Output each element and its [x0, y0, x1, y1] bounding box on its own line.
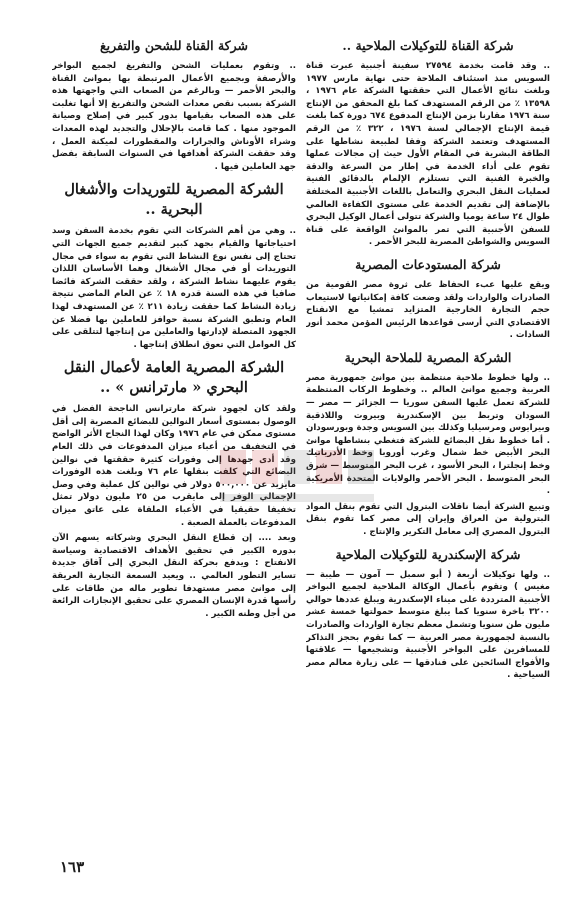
page-number: ١٦٣ [60, 858, 85, 876]
article-canal-shipping-agencies [306, 37, 550, 249]
article-martrans [52, 358, 296, 620]
article-canal-loading-unloading [52, 37, 296, 173]
section-heading: الشركة المصرية للملاحة البحرية [344, 349, 512, 365]
section-heading: الشركة المصرية للتوريدات والأشغال البحرية .. [64, 181, 284, 219]
section-heading: شركة الإسكندرية للتوكيلات الملاحية [335, 546, 521, 562]
article-egyptian-warehouses [306, 256, 550, 342]
article-supplies-marine-works [52, 180, 296, 351]
paragraph: ولقد كان لجهود شركة مارترانس الناجحة الفضل في الوصول بمستوى أسعار النوالين للبضائع المصرية إلى أقل مستوى ممكن في عام ١٩٧٦ وكان لهذا النجاح الأثر الواضح في التخفيف من أعباء ميزان المدفوعات في ذلك العام وقد أدى جهدها إلى وفورات كثيرة حققتها في نوالين البضائع التي كلفت بنقلها عام ٧٦ وبلغت هذه الوفورات مايزيد عن ٥٠٠,٠٠٠ دولار في نوالين كل عملية وفي وصل الإجمالي الوفر إلى مايقرب من ٢٥ مليون دولار تمثل تخفيفا حقيقيا في الأعباء الملقاة على عاتق ميزان المدفوعات بالعملة الصعبة . [52, 404, 296, 528]
paragraph: ويقع عليها عبء الحفاظ على ثروة مصر القومية من الصادرات والواردات ولقد وضعت كافة إمكانياتها لاستيعاب حجم التجارة الخارجية المتزايد تمشيا مع الانفتاح الاقتصادي التي أرسى قواعدها الرئيس المؤمن محمد أنور السادات . [306, 279, 550, 341]
section-heading: الشركة المصرية العامة لأعمال النقل البحري « مارترانس » .. [63, 359, 285, 397]
paragraph: .. ولها خطوط ملاحية منتظمة بين موانئ جمهورية مصر العربية وجميع موانئ العالم .. وخطوط الركاب المنتظمة للشركة تعمل عليها السفن سوريا — الجزائر — مصر — السودان وتربط بين الإسكندرية وبيروت واللاذقية وبيرايوس ومرسيليا وكذلك بين السويس وجدة وبورسودان . أما خطوط نقل البضائع للشركة فتغطي بنشاطها موانئ البحر الأبيض خط شمال وغرب أوروبا وخط الأدرياتيك وخط إنجلترا ، البحر الأسود ، غرب البحر المتوسط — شرق البحر المتوسط . البحر الأحمر والولايات المتحدة الأمريكية . [306, 372, 550, 497]
paragraph: .. وهي من أهم الشركات التي تقوم بخدمة السفن وسد احتياجاتها والقيام بجهد كبير لتقديم جميع الجهات التي تحتاج إلى نفس نوع النشاط التي تقوم به سواء في مجال التوريدات أو في مجال الأشغال وهما الأساسان اللذان يقوم عليهما نشاط الشركة ، ولقد حققت الشركة فائضا صافيا في هذه السنة قدره ١٨ ٪ عن العام الماضي نتيجة زيادة النشاط كما حققت زيادة ٢١١ ٪ عن المستهدف لهذا العام وتطبق الشركة نسبة حوافز للعاملين بها فضلا عن الجهود المتصلة لإدارتها والعاملين من إنتاجها لتتلقى على كل العوامل التي تعوق انطلاق إنتاجها . [52, 226, 296, 350]
section-heading: شركة القناة للتوكيلات الملاحية .. [342, 38, 514, 53]
article-egyptian-navigation [306, 349, 550, 539]
paragraph: وتبيع الشركة أيضا ناقلات البترول التي تقوم بنقل المواد البترولية من العراق وإيران إلى مصر كما تقوم بنقل البترول المصري إلى معامل التكرير والإنتاج . [306, 501, 550, 537]
paragraph: وبعد .... إن قطاع النقل البحري وشركاته يسهم الآن بدوره الكبير في تحقيق الأهداف الاقتصادية وسياسة الانفتاح : ويدفع بحركة النقل البحري إلى آفاق جديدة تساير التطور العالمي .. ويعيد السمعة التجارية العريقة إلى موانئ مصر مستهدفا تطوير ماله من طاقات على رأسها قدرة الإنسان المصري على تحقيق الإنجازات الرائعة من أجل وطنه الكبير . [52, 533, 296, 619]
paragraph: .. وقد قامت بخدمة ٢٧٥٩٤ سفينة أجنبية عبرت قناة السويس منذ استئناف الملاحة حتى نهاية مارس ١٩٧٧ وبلغت نتائج الأعمال التي حققتها الشركة عام ١٩٧٦ ، ١٣٥٩٨ ٪ من الرقم المستهدف كما بلغ المحقق من الإنتاج سنة ١٩٧٦ مقارنا بزمن الإنتاج المدفوع ٦٧٤ دورة كما بلغت قيمة الإنتاج الإجمالي لسنة ١٩٧٦ ، ٣٢٢ ٪ من الرقم المستهدف وتعتمد الشركة وفقا لطبيعة نشاطها على الطاقة البشرية في المقام الأول حيث إن مجالات عملها تقوم على أداء الخدمة في إطار من السرعة والدقة والخبرة الفنية التي تستلزم الإلمام بالدقائق الفنية لعمليات النقل البحري والتعامل باللغات الأجنبية المختلفة بالإضافة إلى تقديم الخدمة على مستوى الكفاءة العالمي طوال ٢٤ ساعة يوميا والشركة تتولى أعمال الوكيل البحري للسفن الأجنبية التي تمر بالموانئ الواقعة على قناة السويس والشواطئ المصرية للبحر الأحمر . [306, 61, 550, 248]
section-heading: شركة القناة للشحن والتفريغ [100, 38, 248, 53]
paragraph: .. وتقوم بعمليات الشحن والتفريغ لجميع البواخر والأرصفة وبجميع الأعمال المرتبطة بها بموانئ القناة والبحر الأحمر — وبالرغم من الصعاب التي واجهتها هذه الشركة بسبب نقص معدات الشحن والتفريغ إلا أنها تغلبت على هذه الصعاب بقيامها بدور كبير في إصلاح وصيانة الموجود منها . كما قامت بالإحلال والتجديد لهذه المعدات وشراء الأوناش والجرارات والمقطورات لميكنة العمل ، وقد حققت الشركة أهدافها في السنوات السابقة بفضل جهد العاملين فيها . [52, 61, 296, 172]
left-column [52, 34, 296, 854]
paragraph: .. ولها توكيلات أربعة ( أبو سمبل — آمون — طيبة — مغيس ) وتقوم بأعمال الوكالة الملاحية لجميع البواخر الأجنبية المترددة على ميناء الإسكندرية ويبلغ عددها حوالي ٣٢٠٠ باخرة سنويا كما يبلغ متوسط حمولتها خمسة عشر مليون طن سنويا وتشمل معظم تجارة الواردات والصادرات بالنسبة لجمهورية مصر العربية — كما تقوم بحجز التذاكر للمسافرين على البواخر الأجنبية وتشجيعها — علاقتها والأفواج السائحين على فنادقها — على زيارة معالم مصر السياحية . [306, 569, 550, 681]
article-alexandria-shipping-agencies [306, 546, 550, 682]
right-column [306, 34, 550, 854]
section-heading: شركة المستودعات المصرية [355, 256, 501, 272]
